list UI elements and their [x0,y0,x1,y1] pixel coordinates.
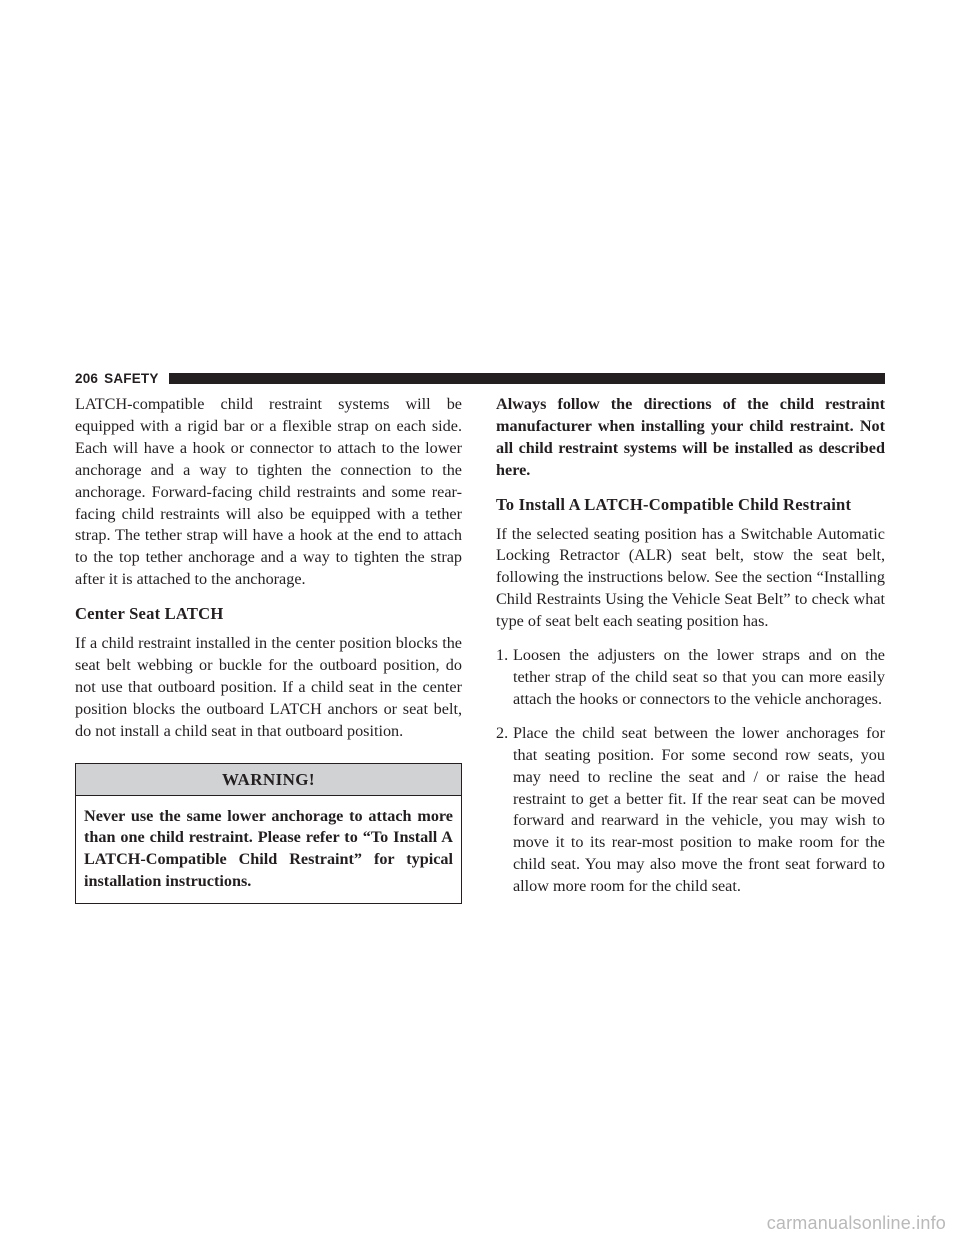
section-title: SAFETY [104,370,159,386]
manufacturer-note: Always follow the directions of the child restraint manufacturer when installing your child restraint. Not all child restraint systems will be installed as described here. [496,395,885,479]
step-number: 2. [496,723,509,742]
step-text: Loosen the adjusters on the lower straps and on the tether strap of the child seat so that you can more easily attach the hooks or connectors to the vehicle anchorages. [513,646,885,708]
right-column [496,394,885,910]
step-text: Place the child seat between the lower anchorages for that seating position. For some second row seats, you may need to recline the seat and / or raise the head restraint to get a better fit. If the rear seat can be moved forward and rearward in the vehicle, you may wish to move it to its rear-most position to make room for the child seat. You may also move the front seat forward to allow more room for the child seat. [513,723,885,896]
warning-title: WARNING! [76,764,461,796]
step-number: 1. [496,646,509,665]
center-seat-latch-paragraph: If a child restraint installed in the center position blocks the seat belt webbing or buckle for the outboard position, do not use that outboard position. If a child seat in the center position blocks the outboard LATCH anchors or seat belt, do not install a child seat in that outboard position. [75,634,462,740]
header-rule [169,373,885,384]
page-header [75,369,885,387]
list-item [496,645,885,711]
install-steps-list [496,645,885,898]
install-latch-paragraph: If the selected seating position has a Switchable Automatic Locking Retractor (ALR) seat belt, stow the seat belt, following the instructions below. See the section “Installing Child Restraints Using the Vehicle Seat Belt” to check what type of seat belt each seating position has. [496,524,885,631]
warning-text: Never use the same lower anchorage to attach more than one child restraint. Please refer to “To Install A LATCH-Compatible Child Restraint” for typical installation instructions. [84,806,453,891]
left-column [75,394,462,904]
page-number: 206 [75,370,99,386]
list-item [496,723,885,898]
warning-box [75,763,462,905]
center-seat-latch-heading: Center Seat LATCH [75,604,224,624]
intro-paragraph: LATCH-compatible child restraint systems will be equipped with a rigid bar or a flexible strap on each side. Each will have a hook or connector to attach to the lower anchorage and a way to tighten the connection to the anchorage. Forward-facing child restraints and some rear-facing child restraints will also be equipped with a tether strap. The tether strap will have a hook at the end to attach to the top tether anchorage and a way to tighten the strap after it is attached to the anchorage. [75,395,462,589]
watermark: carmanualsonline.info [766,1213,946,1233]
install-latch-heading: To Install A LATCH-Compatible Child Restraint [496,494,852,514]
